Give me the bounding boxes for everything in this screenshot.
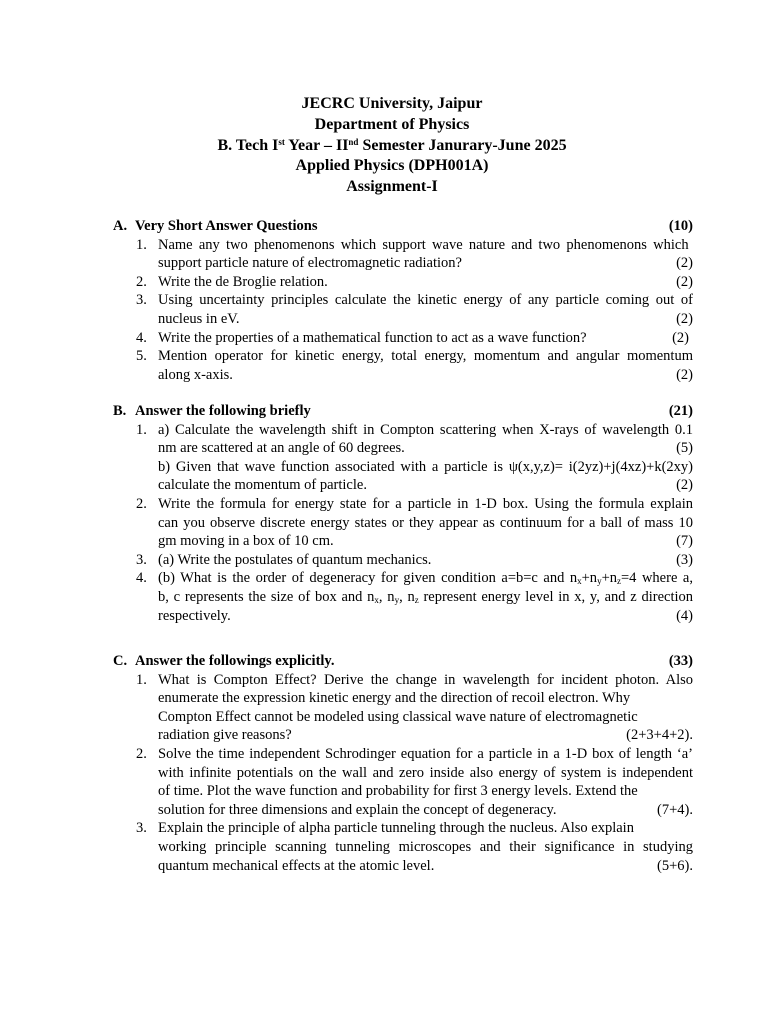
course-line: B. Tech Ist Year – IInd Semester Janurary-June 2025	[217, 136, 567, 154]
document-header	[0, 94, 768, 198]
section-c	[113, 652, 693, 875]
department-name: Department of Physics	[314, 115, 470, 133]
question-a1: 1. Name any two phenomenons which support wave nature and two phenomenons which support particle nature of electromagnetic radiation? (2)	[136, 236, 693, 272]
section-a	[113, 217, 693, 384]
question-b3: 3. (a) Write the postulates of quantum mechanics. (3)	[136, 551, 693, 568]
question-b2: 2. Write the formula for energy state for a particle in 1-D box. Using the formula explain can you observe discrete energy states or they appear as continuum for a ball of mass 10 gm moving in a box of 10 cm. (7)	[136, 495, 693, 550]
subject-name: Applied Physics (DPH001A)	[295, 157, 489, 175]
question-a4: 4. Write the properties of a mathematical function to act as a wave function? (2)	[136, 329, 689, 346]
question-a3: 3. Using uncertainty principles calculate the kinetic energy of any particle coming out of nucleus in eV. (2)	[136, 292, 693, 327]
section-c-heading: C. Answer the followings explicitly. (33)	[113, 653, 693, 669]
section-b-heading: B. Answer the following briefly (21)	[113, 403, 693, 419]
assignment-title: Assignment-I	[346, 178, 438, 196]
university-name: JECRC University, Jaipur	[301, 95, 483, 112]
question-c1: 1. What is Compton Effect? Derive the change in wavelength for incident photon. Also enumerate the expression kinetic energy and the direction of recoil electron. Why Compton Effect cannot be modeled using classical wave nature of electromagnetic radiation give reasons? (2+3+4+2).	[136, 671, 693, 744]
section-b	[113, 402, 693, 625]
question-a2: 2. Write the de Broglie relation. (2)	[136, 273, 693, 290]
section-a-heading: A. Very Short Answer Questions (10)	[113, 218, 693, 234]
question-a5: 5. Mention operator for kinetic energy, total energy, momentum and angular momentum along x-axis. (2)	[136, 348, 693, 383]
question-c3: 3. Explain the principle of alpha particle tunneling through the nucleus. Also explain working principle scanning tunneling microscopes and their significance in studying quantum mechanical effects at the atomic level. (5+6).	[136, 820, 693, 874]
question-b1: 1. a) Calculate the wavelength shift in Compton scattering when X-rays of wavelength 0.1 nm are scattered at an angle of 60 degrees. (5) b) Given that wave function associated with a particle is ψ(x,y,z)= i(2yz)+j(4xz)+k(2xy) calculate the momentum of particle. (2)	[136, 421, 693, 494]
question-c2: 2. Solve the time independent Schrodinger equation for a particle in a 1-D box of length ‘a’ with infinite potentials on the wall and zero inside also energy of system is independent of time. Plot the wave function and probability for first 3 energy levels. Extend the solution for three dimensions and explain the concept of degeneracy. (7+4).	[136, 745, 693, 818]
question-b4: 4. (b) What is the order of degeneracy for given condition a=b=c and $n_x+n_y+n_z=4$ where a, b, c represents the size of box and $n_x$, $n_y$, $n_z$ represent energy level in x, y, and z direction respectively. (4)	[136, 570, 694, 624]
